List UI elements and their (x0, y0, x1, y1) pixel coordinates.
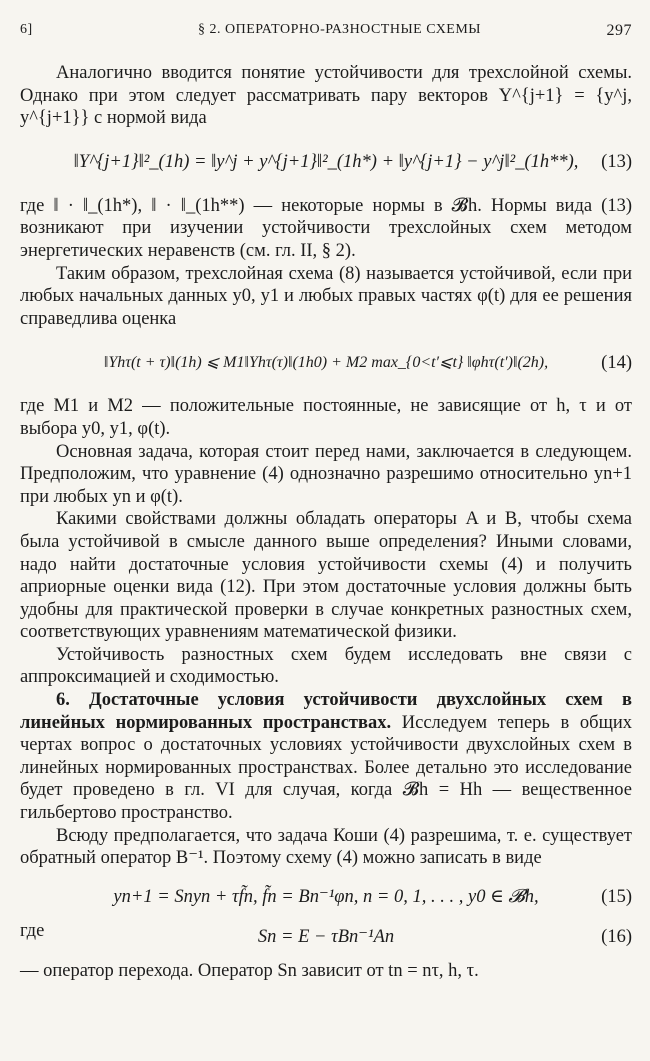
section-paragraph (20, 689, 632, 825)
section-heading: 6. Достаточные условия устойчивости двухслойных схем в линейных нормированных пространствах. (20, 690, 632, 733)
equation-number: (14) (601, 353, 632, 374)
header-title: § 2. ОПЕРАТОРНО-РАЗНОСТНЫЕ СХЕМЫ (198, 22, 482, 37)
page-number: 297 (606, 22, 632, 39)
equation-number: (15) (601, 886, 632, 907)
equation-number: (13) (601, 152, 632, 173)
paragraph: Основная задача, которая стоит перед нами, заключается в следующем. Предположим, что уравнение (4) однозначно разрешимо относительно yn+1 при любых yn и φ(t). (20, 441, 632, 507)
page-body (20, 62, 632, 983)
formula-15 (20, 880, 632, 914)
formula-expression: ‖Y^{j+1}‖²_(1h) = ‖y^j + y^{j+1}‖²_(1h*) + ‖y^{j+1} − y^j‖²_(1h**), (73, 152, 579, 173)
paragraph: Всюду предполагается, что задача Коши (4) разрешима, т. е. существует обратный оператор B⁻¹. Поэтому схему (4) можно записать в виде (20, 825, 632, 869)
paragraph: Какими свойствами должны обладать операторы A и B, чтобы схема была устойчивой в смысле данного выше определения? Иными словами, надо найти достаточные условия устойчивости схемы (4) и получить априорные оценки вида (12). При этом достаточные условия должны быть удобны для практической проверки в случае конкретных разностных схем, соответствующих уравнениям математической физики. (20, 509, 632, 643)
equation-number: (16) (601, 927, 632, 948)
header-section-mark: 6] (20, 22, 33, 37)
formula-13 (20, 143, 632, 183)
section-text: Исследуем теперь в общих чертах вопрос о достаточных условиях устойчивости двухслойных схем в линейных нормированных пространствах. Более детально это исследование будет проведено в гл. VI для случая, когда 𝓑h = Hh — вещественное гильбертово пространство. (20, 712, 632, 824)
paragraph: — оператор перехода. Оператор Sn зависит от tn = nτ, h, τ. (20, 961, 479, 982)
formula-expression: yn+1 = Snyn + τf̃n, f̃n = Bn⁻¹φn, n = 0, 1, . . . , y0 ∈ 𝓑h, (113, 886, 539, 907)
formula-16 (20, 924, 632, 950)
paragraph: Устойчивость разностных схем будем исследовать вне связи с аппроксимацией и сходимостью. (20, 644, 632, 688)
formula-14 (20, 343, 632, 383)
formula-expression: Sn = E − τBn⁻¹An (257, 927, 395, 948)
paragraph: Аналогично вводится понятие устойчивости для трехслойной схемы. Однако при этом следует рассматривать пару векторов Y^{j+1} = {y^j, y^{j+1}} с нормой вида (20, 63, 632, 129)
running-header (20, 22, 632, 42)
formula-expression: ‖Yhτ(t + τ)‖(1h) ⩽ M1‖Yhτ(τ)‖(1h0) + M2 max_{0<t′⩽t} ‖φhτ(t′)‖(2h), (103, 354, 549, 372)
paragraph: где (20, 920, 45, 941)
paragraph: Таким образом, трехслойная схема (8) называется устойчивой, если при любых начальных данных y0, y1 и любых правых частях φ(t) для ее решения справедлива оценка (20, 263, 632, 329)
paragraph: где M1 и M2 — положительные постоянные, не зависящие от h, τ и от выбора y0, y1, φ(t). (20, 396, 632, 439)
paragraph: где ‖ · ‖_(1h*), ‖ · ‖_(1h**) — некоторые нормы в 𝓑h. Нормы вида (13) возникают при изучении устойчивости трехслойных схем методом энергетических неравенств (см. гл. II, § 2). (20, 195, 632, 261)
